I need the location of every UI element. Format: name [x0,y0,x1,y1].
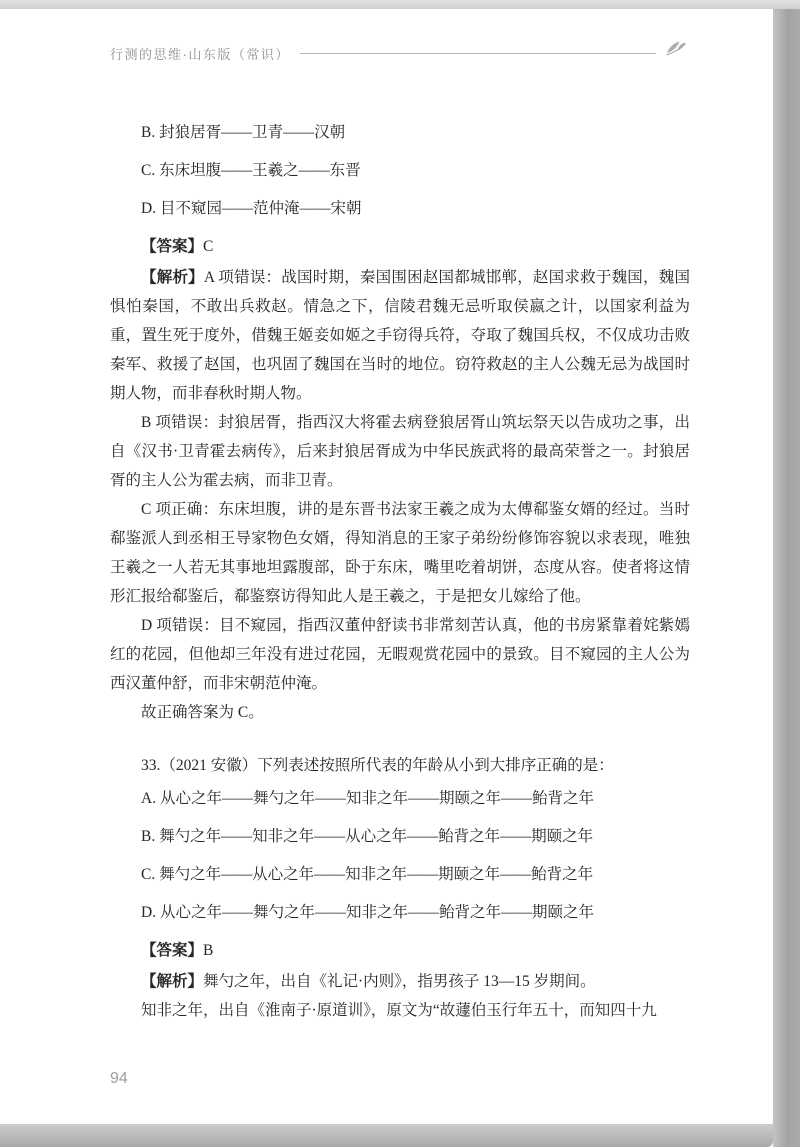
paragraph: D 项错误：目不窥园，指西汉董仲舒读书非常刻苦认真，他的书房紧靠着姹紫嫣红的花园，但他却三年没有进过花园，无暇观赏花园中的景致。目不窥园的主人公为西汉董仲舒，而非宋朝范仲淹。 [110,617,690,692]
option-line: B. 舞勺之年——知非之年——从心之年——鲐背之年——期颐之年 [141,828,594,845]
page-edge-bottom [0,1124,773,1147]
option-line: A. 从心之年——舞勺之年——知非之年——期颐之年——鲐背之年 [141,790,594,807]
paragraph: 知非之年，出自《淮南子·原道训》，原文为“故蘧伯玉行年五十，而知四十九 [141,1002,657,1019]
paragraph: C 项正确：东床坦腹，讲的是东晋书法家王羲之成为太傅郗鉴女婿的经过。当时郗鉴派人到丞相王导家物色女婿，得知消息的王家子弟纷纷修饰容貌以求表现，唯独王羲之一人若无其事地坦露腹部，卧于东床，嘴里吃着胡饼，态度从容。使者将这情形汇报给郗鉴后，郗鉴察访得知此人是王羲之，于是把女儿嫁给了他。 [110,501,690,605]
option-line: D. 目不窥园——范仲淹——宋朝 [141,200,362,217]
paragraph: 【解析】A 项错误：战国时期，秦国围困赵国都城邯郸，赵国求救于魏国，魏国惧怕秦国，不敢出兵救赵。情急之下，信陵君魏无忌听取侯嬴之计，以国家利益为重，置生死于度外，借魏王姬妾如姬之手窃得兵符，夺取了魏国兵权，不仅成功击败秦军、救援了赵国，也巩固了魏国在当时的地位。窃符救赵的主人公魏无忌为战国时期人物，而非春秋时期人物。 [110,269,690,402]
answer-line: 【答案】B [141,942,214,959]
header-title: 行测的思维·山东版（常识） [110,47,290,62]
option-line: B. 封狼居胥——卫青——汉朝 [141,124,346,141]
option-line: C. 东床坦腹——王羲之——东晋 [141,162,361,179]
answer-line: 【答案】C [141,238,214,255]
running-header [110,44,688,63]
page-edge-right [773,9,800,1147]
content [110,118,690,1025]
header-rule [300,53,656,54]
label-prefix: 【答案】 [141,238,204,255]
paragraph: 故正确答案为 C。 [141,704,264,721]
label-prefix: 【答案】 [141,942,204,959]
question-line: 33.（2021 安徽）下列表述按照所代表的年龄从小到大排序正确的是： [141,757,614,774]
option-line: D. 从心之年——舞勺之年——知非之年——鲐背之年——期颐之年 [141,904,594,921]
page-edge-top [0,0,800,9]
page-number: 94 [110,1070,128,1087]
label-prefix: 【解析】 [141,269,204,286]
leaf-icon [664,37,688,61]
label-prefix: 【解析】 [141,973,204,990]
paragraph: 【解析】舞勺之年，出自《礼记·内则》，指男孩子 13—15 岁期间。 [141,973,596,990]
paragraph: B 项错误：封狼居胥，指西汉大将霍去病登狼居胥山筑坛祭天以告成功之事，出自《汉书·卫青霍去病传》，后来封狼居胥成为中华民族武将的最高荣誉之一。封狼居胥的主人公为霍去病，而非卫青。 [110,414,690,489]
option-line: C. 舞勺之年——从心之年——知非之年——期颐之年——鲐背之年 [141,866,594,883]
